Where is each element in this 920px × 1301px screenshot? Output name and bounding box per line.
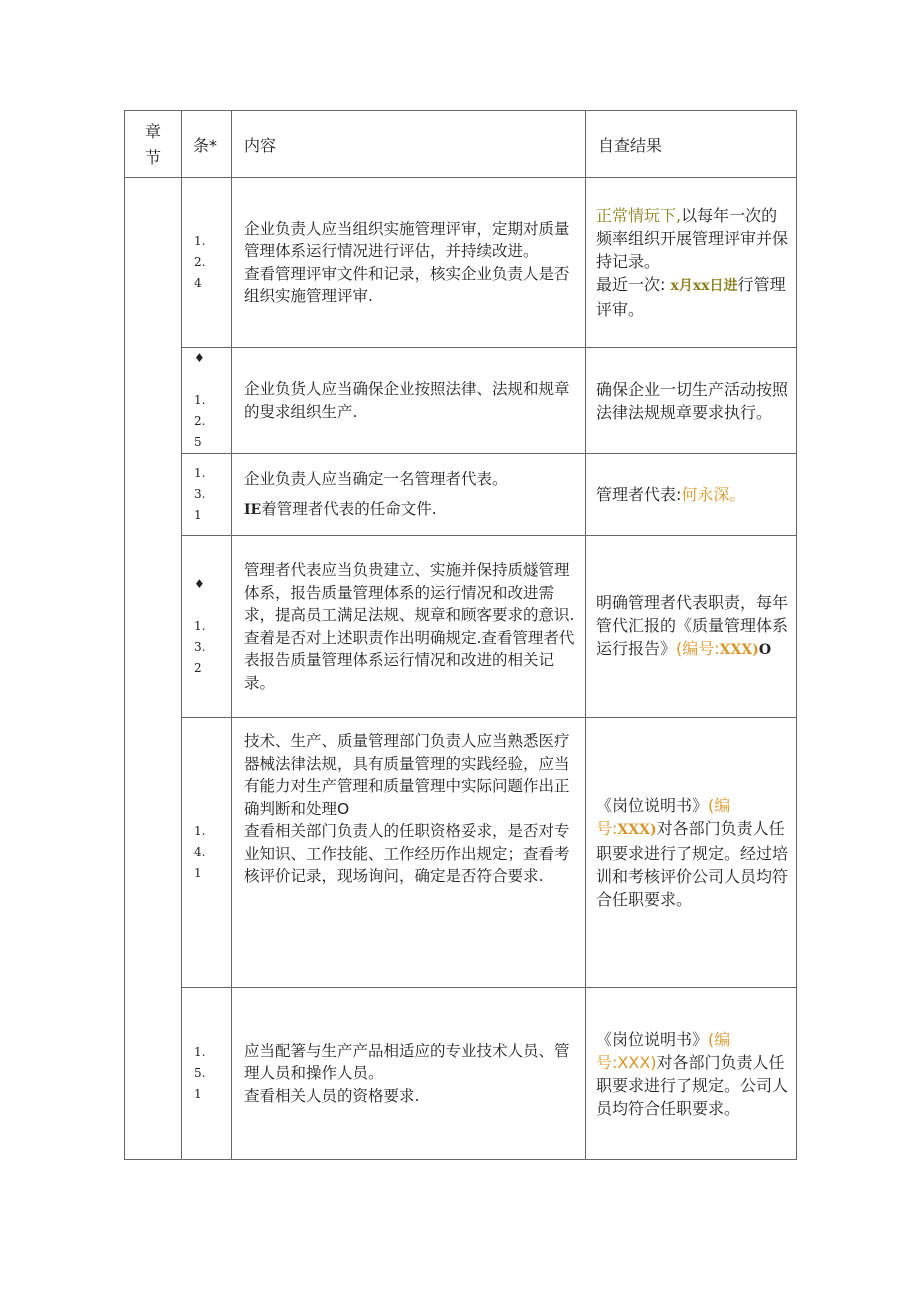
result-highlight: (编号: — [676, 639, 720, 658]
header-result: 自查结果 — [586, 111, 797, 178]
table-row — [125, 718, 797, 988]
table-row — [125, 988, 797, 1160]
result-cell — [586, 988, 797, 1160]
clause-number-text: 1. 3. 1 — [194, 466, 206, 522]
result-highlight: x月xx日进 — [670, 278, 738, 294]
content-text: 查看相关人员的资格要求. — [244, 1086, 420, 1105]
result-cell — [586, 454, 797, 536]
clause-number — [182, 348, 232, 454]
result-text: 以每年一次的频率组织开展管理评审并保持记录。 — [596, 206, 789, 271]
content-text: 查看相关部门负责人的任职资格妥求，是否对专业知识、工作技能、工作经历作出规定；查看考核评价记录，现场询问，确定是否符合要求. — [244, 822, 570, 885]
result-highlight: (编号: — [596, 796, 731, 838]
clause-number-text: ♦ 1. 3. 2 — [194, 577, 206, 675]
clause-number — [182, 536, 232, 718]
result-text: 对各部门负责人任职要求进行了规定。经过培训和考核评价公司人员均符合任职要求。 — [596, 819, 789, 909]
result-highlight: (编号:XXX) — [596, 1029, 731, 1072]
result-text: 《岗位说明书》 — [596, 796, 709, 815]
header-content: 内容 — [232, 111, 586, 178]
content-text: 企业负货人应当确保企业按照法律、法规和规章的叟求组织生产. — [244, 380, 570, 421]
clause-number-text: 1. 5. 1 — [194, 1045, 206, 1101]
content-cell — [232, 536, 586, 718]
content-text: 企业负责人应当组织实施管理评审，定期对质量管理体系运行情况进行评估，并持续改进。 — [244, 219, 570, 260]
content-text: 技术、生产、质量管理部门负责人应当熟悉医疗器械法律法规，具有质量管理的实践经验，应当有能力对生产管理和质量管理中实际问题作出正确判断和处理O — [244, 732, 570, 818]
table-row — [125, 348, 797, 454]
content-cell — [232, 348, 586, 454]
clause-number — [182, 988, 232, 1160]
result-cell — [586, 348, 797, 454]
clause-number — [182, 178, 232, 348]
content-cell — [232, 454, 586, 536]
table-row — [125, 178, 797, 348]
header-chapter-text: 章节 — [144, 122, 161, 167]
content-text: 查着是否对上述职责作出明确规定.查看管理者代表报告质量管理体系运行情况和改进的相关记录。 — [244, 628, 575, 692]
result-cell — [586, 178, 797, 348]
result-highlight: 正常情玩下, — [596, 206, 682, 225]
clause-number-text: 1. 4. 1 — [194, 824, 206, 880]
result-highlight: XXX) — [719, 642, 759, 658]
content-text: 企业负责人应当确定一名管理者代表。 — [244, 469, 508, 488]
result-cell — [586, 536, 797, 718]
result-text: 《岗位说明书》 — [596, 1029, 709, 1049]
clause-number — [182, 454, 232, 536]
self-check-table — [124, 110, 797, 1160]
header-clause: 条* — [182, 111, 232, 178]
clause-number-text: 1. 2. 4 — [194, 234, 206, 290]
result-highlight: XXX) — [617, 822, 657, 838]
result-cell — [586, 718, 797, 988]
clause-number — [182, 718, 232, 988]
content-text: 管理者代表应当负贵建立、实施并保持质燧管理体系，报告质量管理体系的运行情况和改进需求，提高员工满足法规、规章和顾客要求的意识. — [244, 561, 575, 624]
result-text: 明确管理者代表职责，每年管代汇报的《质量管理体系运行报告》 — [596, 593, 789, 658]
result-text: 确保企业一切生产活动按照法律法规规章要求执行。 — [596, 379, 789, 422]
content-text: 应当配箸与生产产品相适应的专业技术人员、管理人员和操作人员。 — [244, 1041, 570, 1083]
result-text: 管理评审。 — [596, 275, 786, 319]
result-text: 最近一次: — [596, 275, 666, 294]
table-header-row — [125, 111, 797, 178]
content-cell — [232, 988, 586, 1160]
content-text: 着管理者代表的任命文件. — [261, 500, 437, 518]
result-highlight: 何永深。 — [681, 485, 746, 504]
result-text: 行 — [737, 275, 754, 294]
content-cell — [232, 718, 586, 988]
table-row — [125, 536, 797, 718]
result-text: 对各部门负责人任职要求进行了规定。公司人员均符合任职要求。 — [596, 1052, 789, 1118]
table-row — [125, 454, 797, 536]
clause-number-text: ♦ 1. 2. 5 — [194, 351, 206, 449]
chapter-cell — [125, 178, 182, 1160]
result-text: O — [758, 642, 772, 658]
header-chapter — [125, 111, 182, 178]
result-text: 管理者代表: — [596, 485, 682, 504]
content-text: 查看管理评审文件和记录，核实企业负责人是否组织实施管理评审. — [244, 264, 570, 305]
content-text: IE — [244, 502, 262, 518]
content-cell — [232, 178, 586, 348]
